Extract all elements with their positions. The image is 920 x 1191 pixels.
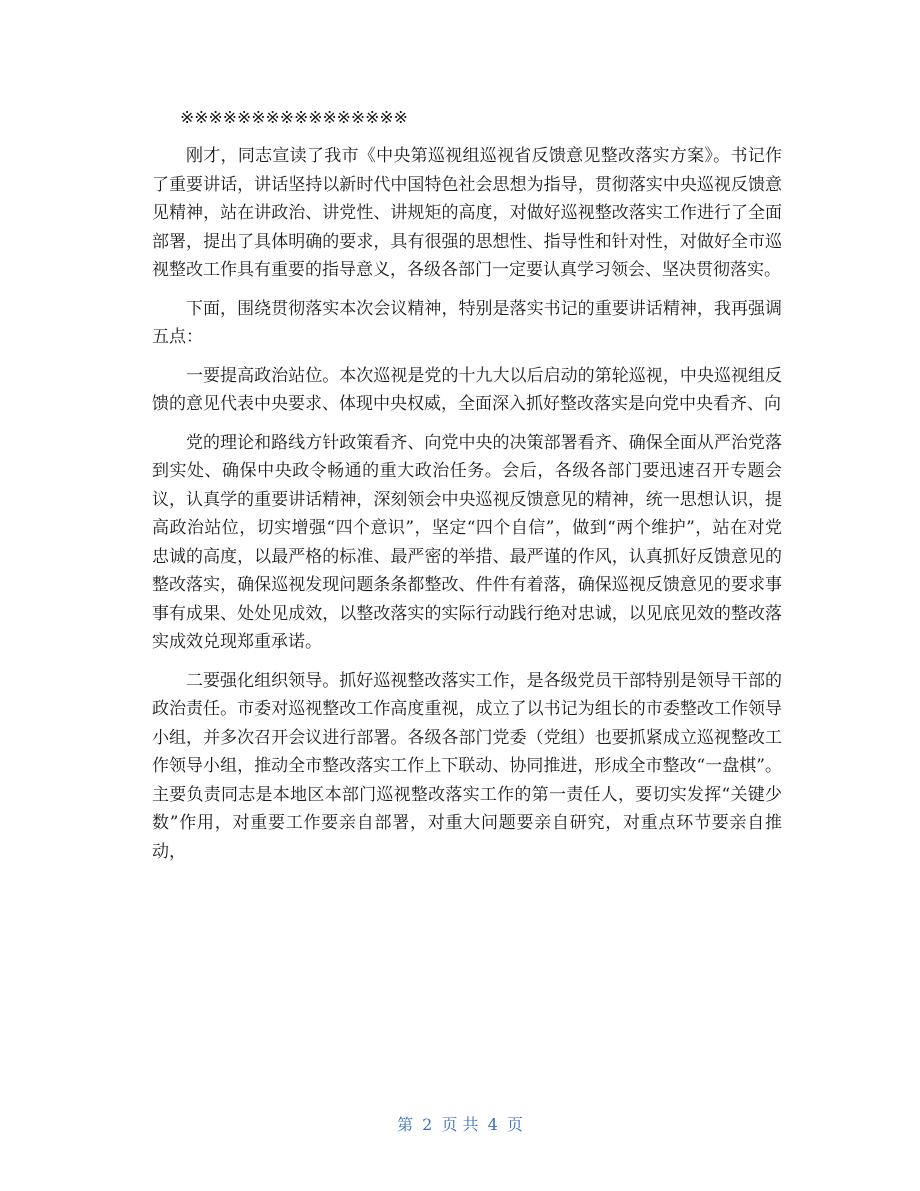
- paragraph-point-one-continued: 党的理论和路线方针政策看齐、向党中央的决策部署看齐、确保全面从严治党落到实处、确保中央政令畅通的重大政治任务。会后，各级各部门要迅速召开专题会议，认真学的重要讲话精神，深刻领会中央巡视反馈意见的精神，统一思想认识，提高政治站位，切实增强“四个意识”，坚定“四个自信”，做到“两个维护”，站在对党忠诚的高度，以最严格的标准、最严密的举措、最严谨的作风，认真抓好反馈意见的整改落实，确保巡视发现问题条条都整改、件件有着落，确保巡视反馈意见的要求事事有成果、处处见成效，以整改落实的实际行动践行绝对忠诚，以见底见效的整改落实成效兑现郑重承诺。: [152, 432, 782, 652]
- footer-suffix: 页: [506, 1115, 523, 1134]
- page-footer: [0, 1113, 920, 1137]
- footer-current-page: 2: [422, 1115, 433, 1134]
- paragraph-point-two: 二要强化组织领导。抓好巡视整改落实工作，是各级党员干部特别是领导干部的政治责任。市委对巡视整改工作高度重视，成立了以书记为组长的市委整改工作领导小组，并多次召开会议进行部署。各级各部门党委（党组）也要抓紧成立巡视整改工作领导小组，推动全市整改落实工作上下联动、协同推进，形成全市整改“一盘棋”。主要负责同志是本地区本部门巡视整改落实工作的第一责任人，要切实发挥“关键少数”作用，对重要工作要亲自部署，对重大问题要亲自研究，对重点环节要亲自推动，: [152, 670, 782, 862]
- paragraph-intro: 刚才，同志宣读了我市《中央第巡视组巡视省反馈意见整改落实方案》。书记作了重要讲话，讲话坚持以新时代中国特色社会思想为指导，贯彻落实中央巡视反馈意见精神，站在讲政治、讲党性、讲规矩的高度，对做好巡视整改落实工作进行了全面部署，提出了具体明确的要求，具有很强的思想性、指导性和针对性，对做好全市巡视整改工作具有重要的指导意义，各级各部门一定要认真学习领会、坚决贯彻落实。: [152, 146, 782, 280]
- footer-middle: 页 共: [441, 1115, 479, 1134]
- document-body: [152, 104, 782, 876]
- separator-line: ※※※※※※※※※※※※※※※※: [180, 108, 408, 128]
- paragraph-transition: 下面，围绕贯彻落实本次会议精神，特别是落实书记的重要讲话精神，我再强调五点：: [152, 298, 782, 347]
- paragraph-point-one: 一要提高政治站位。本次巡视是党的十九大以后启动的第轮巡视，中央巡视组反馈的意见代表中央要求、体现中央权威，全面深入抓好整改落实是向党中央看齐、向: [152, 365, 782, 414]
- footer-prefix: 第: [397, 1115, 414, 1134]
- footer-total-pages: 4: [487, 1115, 498, 1134]
